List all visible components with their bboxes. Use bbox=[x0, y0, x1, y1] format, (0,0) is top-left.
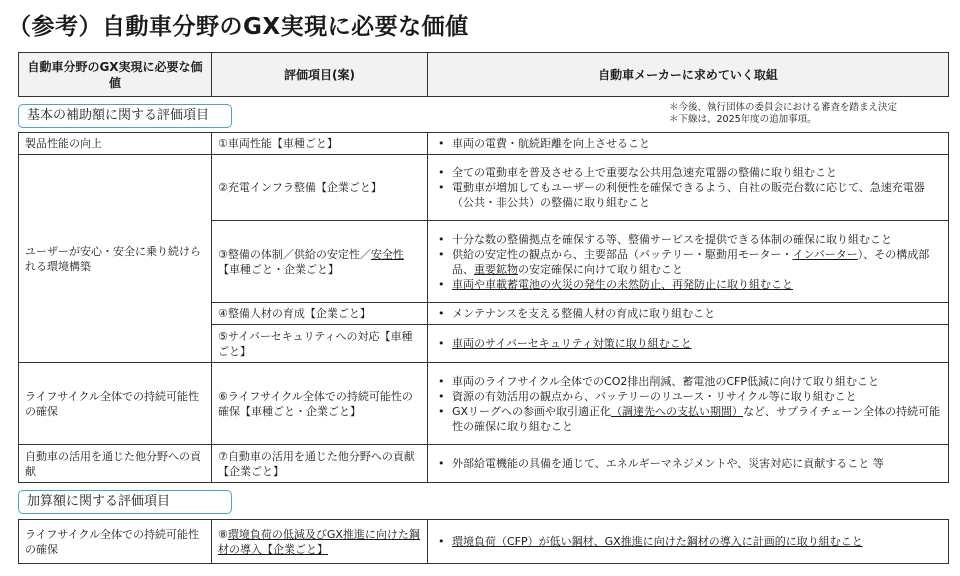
item-cell: ⑥ライフサイクル全体での持続可能性の確保【車種ごと・企業ごと】 bbox=[212, 363, 428, 445]
item-cell: ①車両性能【車種ごと】 bbox=[212, 133, 428, 155]
item-cell: ⑦自動車の活用を通じた他分野への貢献【企業ごと】 bbox=[212, 445, 428, 483]
action-cell bbox=[428, 303, 949, 325]
header-action: 自動車メーカーに求めていく取組 bbox=[428, 53, 949, 97]
table-row bbox=[19, 363, 949, 445]
header-item: 評価項目(案) bbox=[212, 53, 428, 97]
action-cell bbox=[428, 155, 949, 221]
action-cell bbox=[428, 445, 949, 483]
action-text-added: インバーター bbox=[792, 247, 858, 261]
item-text: ③整備の体制／供給の安定性／ bbox=[218, 247, 371, 261]
action-text-added: 重要鉱物 bbox=[474, 262, 518, 276]
item-cell: ④整備人材の育成【企業ごと】 bbox=[212, 303, 428, 325]
action-text: の安定確保に向けて取り組むこと bbox=[518, 262, 683, 276]
action-bullet bbox=[434, 247, 942, 277]
header-row bbox=[19, 53, 949, 97]
value-cell: 製品性能の向上 bbox=[19, 133, 212, 155]
header-table bbox=[18, 52, 949, 97]
item-cell bbox=[212, 520, 428, 564]
header-value-text: 自動車分野のGX実現に必要な価値 bbox=[27, 59, 203, 90]
notes bbox=[669, 102, 897, 126]
table-row bbox=[19, 520, 949, 564]
action-bullet: • メンテナンスを支える整備人材の育成に取り組むこと bbox=[434, 306, 942, 321]
action-bullet bbox=[434, 404, 942, 434]
action-cell bbox=[428, 133, 949, 155]
action-cell bbox=[428, 363, 949, 445]
action-bullet: • 全ての電動車を普及させる上で重要な公共用急速充電器の整備に取り組むこと bbox=[434, 165, 942, 180]
section-label-add: 加算額に関する評価項目 bbox=[18, 490, 232, 514]
item-text-added: 安全性 bbox=[370, 247, 404, 261]
action-text: ）、その構成部品、 bbox=[452, 247, 930, 276]
action-text: など、サプライチェーン全体の持続可能性の確保に取り組むこと bbox=[452, 404, 941, 433]
item-text-added: 環境負荷の低減及びGX推進に向けた鋼材の導入【企業ごと】 bbox=[218, 527, 420, 556]
value-cell: ライフサイクル全体での持続可能性の確保 bbox=[19, 520, 212, 564]
item-number: ⑧ bbox=[218, 527, 228, 541]
table-row bbox=[19, 155, 949, 221]
action-text: GXリーグへの参画や取引適正化 bbox=[452, 404, 612, 418]
value-cell: 自動車の活用を通じた他分野への貢献 bbox=[19, 445, 212, 483]
action-cell bbox=[428, 325, 949, 363]
page-title: （参考）自動車分野のGX実現に必要な価値 bbox=[8, 14, 469, 40]
add-table bbox=[18, 519, 949, 564]
action-bullet: • 資源の有効活用の観点から、バッテリーのリユース・リサイクル等に取り組むこと bbox=[434, 389, 942, 404]
action-bullet: • 車両の電費・航続距離を向上させること bbox=[434, 136, 942, 151]
section-label-basic: 基本の補助額に関する評価項目 bbox=[18, 104, 232, 128]
value-cell: ライフサイクル全体での持続可能性の確保 bbox=[19, 363, 212, 445]
table-row bbox=[19, 445, 949, 483]
note-2: ＊下線は、2025年度の追加事項。 bbox=[669, 114, 817, 125]
item-text: 【車種ごと・企業ごと】 bbox=[218, 262, 339, 276]
item-cell bbox=[212, 221, 428, 303]
action-bullet-added: • 車両のサイバーセキュリティ対策に取り組むこと bbox=[434, 336, 942, 351]
item-cell: ②充電インフラ整備【企業ごと】 bbox=[212, 155, 428, 221]
action-cell bbox=[428, 520, 949, 564]
action-text: 供給の安定性の観点から、主要部品（バッテリー・駆動用モーター・ bbox=[452, 247, 793, 261]
action-text-added: （調達先への支払い期間） bbox=[611, 404, 744, 418]
action-bullet: • 十分な数の整備拠点を確保する等、整備サービスを提供できる体制の確保に取り組むこと bbox=[434, 232, 942, 247]
item-cell: ⑤サイバーセキュリティへの対応【車種ごと】 bbox=[212, 325, 428, 363]
action-bullet: • 電動車が増加してもユーザーの利便性を確保できるよう、自社の販売台数に応じて、急速充電器（公共・非公共）の整備に取り組むこと bbox=[434, 180, 942, 210]
header-value bbox=[19, 53, 212, 97]
action-bullet-added: • 環境負荷（CFP）が低い鋼材、GX推進に向けた鋼材の導入に計画的に取り組むこと bbox=[434, 534, 942, 549]
action-bullet: • 外部給電機能の具備を通じて、エネルギーマネジメントや、災害対応に貢献すること 等 bbox=[434, 456, 942, 471]
note-1: ＊今後、執行団体の委員会における審査を踏まえ決定 bbox=[669, 102, 898, 113]
action-bullet-added: • 車両や車載蓄電池の火災の発生の未然防止、再発防止に取り組むこと bbox=[434, 277, 942, 292]
basic-table bbox=[18, 132, 949, 483]
table-row bbox=[19, 133, 949, 155]
action-bullet: • 車両のライフサイクル全体でのCO2排出削減、蓄電池のCFP低減に向けて取り組むこと bbox=[434, 374, 942, 389]
action-cell bbox=[428, 221, 949, 303]
value-cell: ユーザーが安心・安全に乗り続けられる環境構築 bbox=[19, 155, 212, 363]
